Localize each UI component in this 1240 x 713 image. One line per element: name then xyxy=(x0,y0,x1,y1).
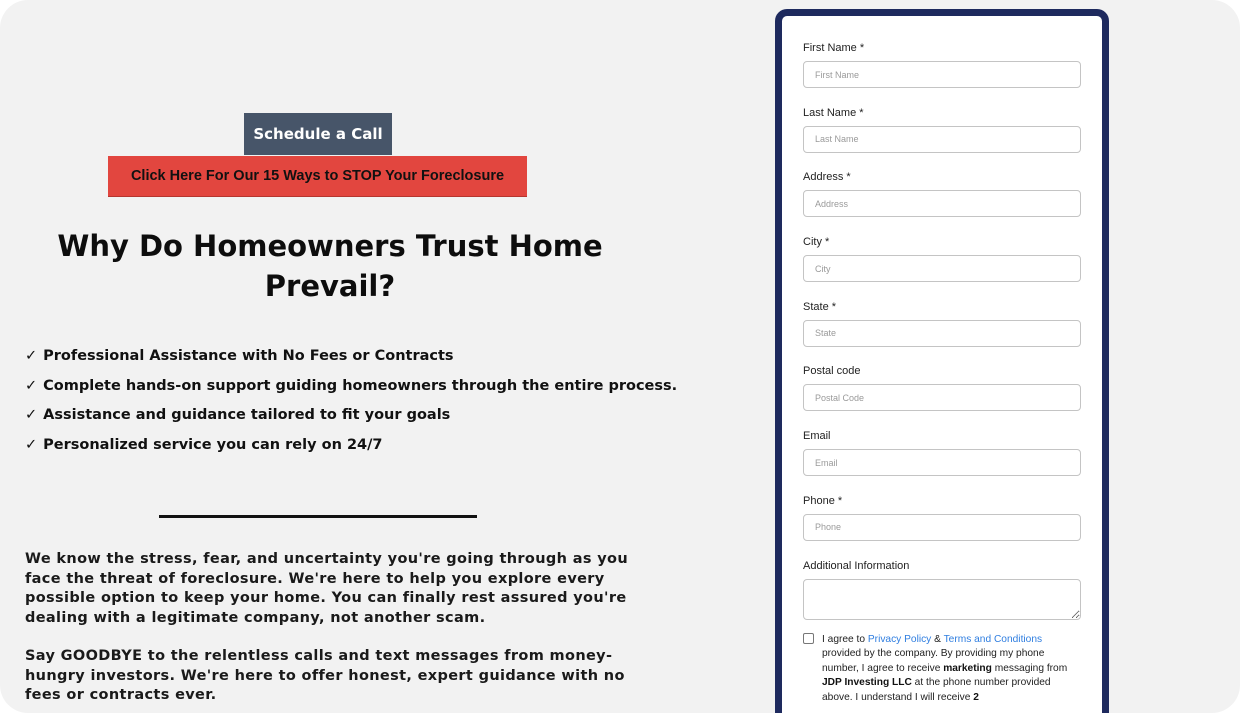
address-label: Address * xyxy=(803,171,851,184)
page-title xyxy=(30,226,630,306)
address-field-group xyxy=(803,171,1081,236)
checkmark-icon: ✓ xyxy=(25,407,38,424)
phone-field-group xyxy=(803,495,1081,560)
city-input[interactable] xyxy=(803,255,1081,282)
benefit-item xyxy=(25,345,677,375)
state-input[interactable] xyxy=(803,320,1081,347)
consent-company: JDP Investing LLC xyxy=(822,677,912,689)
last-name-input[interactable] xyxy=(803,126,1081,153)
page-title-line-2: Prevail? xyxy=(264,269,396,303)
section-divider xyxy=(159,515,477,518)
contact-form-panel xyxy=(775,9,1109,713)
email-field-group xyxy=(803,430,1081,495)
address-input[interactable] xyxy=(803,190,1081,217)
city-field-group xyxy=(803,236,1081,301)
first-name-label: First Name * xyxy=(803,42,865,54)
benefit-text: Assistance and guidance tailored to fit your goals xyxy=(43,407,451,424)
first-name-input[interactable] xyxy=(803,61,1081,88)
benefits-list xyxy=(25,345,677,463)
phone-input[interactable] xyxy=(803,514,1081,541)
benefit-text: Personalized service you can rely on 24/7 xyxy=(43,436,383,453)
privacy-policy-link[interactable]: Privacy Policy xyxy=(867,633,932,645)
email-input[interactable] xyxy=(803,449,1081,476)
consent-marketing: marketing xyxy=(943,662,992,674)
consent-text-3: at the phone number provided above. I understand I will receive xyxy=(822,677,1051,703)
benefit-item xyxy=(25,404,677,434)
consent-group xyxy=(803,633,1081,706)
checkmark-icon: ✓ xyxy=(25,348,38,364)
postal-code-field-group xyxy=(803,365,1081,430)
consent-count: 2 xyxy=(973,691,979,703)
consent-amp: & xyxy=(931,633,944,645)
last-name-field-group xyxy=(803,107,1081,172)
consent-checkbox[interactable] xyxy=(803,633,814,644)
checkmark-icon: ✓ xyxy=(25,377,38,394)
postal-code-label: Postal code xyxy=(803,365,861,378)
additional-info-label: Additional Information xyxy=(803,559,910,572)
goodbye-paragraph: Say GOODBYE to the relentless calls and text messages from money-hungry investors. We're here to offer honest, expert guidance with no fees or contracts ever. xyxy=(25,648,625,703)
email-label: Email xyxy=(803,430,831,443)
schedule-call-button[interactable]: Schedule a Call xyxy=(244,113,392,155)
benefit-item xyxy=(25,434,677,464)
consent-text xyxy=(822,633,1081,706)
checkmark-icon: ✓ xyxy=(25,436,38,453)
benefit-text: Complete hands-on support guiding homeowners through the entire process. xyxy=(43,377,678,394)
benefit-item xyxy=(25,375,677,405)
foreclosure-guide-button[interactable]: Click Here For Our 15 Ways to STOP Your Foreclosure xyxy=(108,156,527,196)
last-name-label: Last Name * xyxy=(803,106,864,119)
benefit-text: Professional Assistance with No Fees or Contracts xyxy=(43,348,454,364)
contact-form xyxy=(803,42,1081,705)
city-label: City * xyxy=(803,236,830,249)
intro-paragraph: We know the stress, fear, and uncertainty you're going through as you face the threat of foreclosure. We're here to help you explore every possible option to keep your home. You can finally rest assured you're dealing with a legitimate company, not another scam. xyxy=(25,551,628,626)
state-field-group xyxy=(803,301,1081,366)
postal-code-input[interactable] xyxy=(803,384,1081,411)
consent-text-2: messaging from xyxy=(991,662,1068,674)
additional-info-field-group xyxy=(803,560,1081,625)
page-title-line-1: Why Do Homeowners Trust Home xyxy=(57,229,603,263)
consent-text-1: provided by the company. By providing my phone number, I agree to receive xyxy=(822,648,1045,674)
terms-link[interactable]: Terms and Conditions xyxy=(943,633,1043,645)
first-name-field-group xyxy=(803,42,1081,107)
state-label: State * xyxy=(803,300,837,313)
consent-prefix: I agree to xyxy=(822,633,868,645)
phone-label: Phone * xyxy=(803,494,843,507)
additional-info-textarea[interactable] xyxy=(803,579,1081,620)
